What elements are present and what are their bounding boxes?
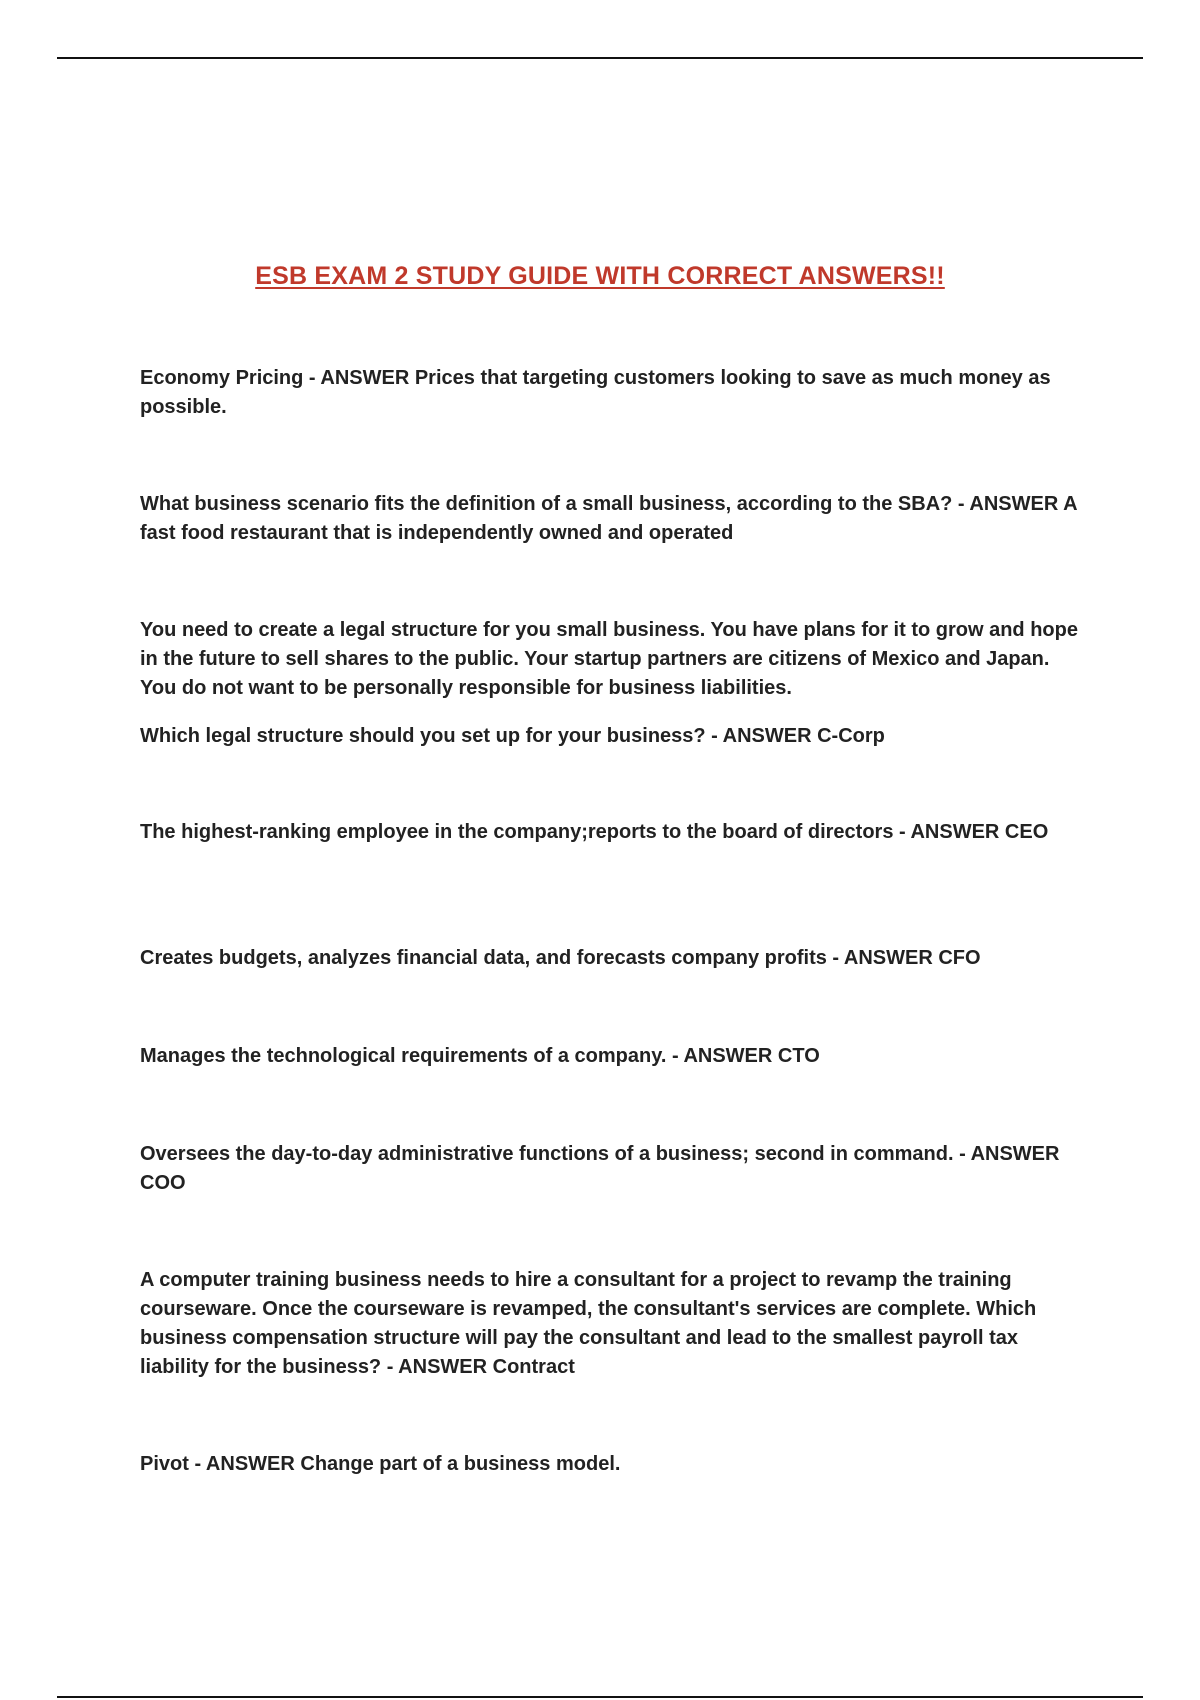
qa-entry-cto: Manages the technological requirements of a company. - ANSWER CTO — [140, 1045, 820, 1067]
qa-entry-contract: A computer training business needs to hire a consultant for a project to revamp the training courseware. Once the courseware is revamped, the consultant's services are complete. Which business compensation structure will pay the consultant and lead to the smallest payroll tax liability for the business? - ANSWER Contract — [140, 1269, 1037, 1378]
qa-entry-economy-pricing: Economy Pricing - ANSWER Prices that targeting customers looking to save as much money as possible. — [140, 367, 1051, 418]
qa-entry-ceo: The highest-ranking employee in the company;reports to the board of directors - ANSWER CEO — [140, 821, 1049, 843]
qa-entry-cfo: Creates budgets, analyzes financial data, and forecasts company profits - ANSWER CFO — [140, 947, 981, 969]
document-title: ESB EXAM 2 STUDY GUIDE WITH CORRECT ANSWERS!! — [255, 262, 945, 290]
qa-entry-small-business: What business scenario fits the definition of a small business, according to the SBA? - ANSWER A fast food restaurant that is independently owned and operated — [140, 493, 1077, 544]
top-rule — [57, 57, 1143, 59]
bottom-rule — [57, 1696, 1143, 1698]
qa-entry-pivot: Pivot - ANSWER Change part of a business model. — [140, 1453, 621, 1475]
qa-entry-legal-structure-scenario: You need to create a legal structure for you small business. You have plans for it to grow and hope in the future to sell shares to the public. Your startup partners are citizens of Mexico and Japan. You do not want to be personally responsible for business liabilities. — [140, 619, 1078, 699]
qa-entry-coo: Oversees the day-to-day administrative functions of a business; second in command. - ANSWER COO — [140, 1143, 1060, 1194]
qa-entry-legal-structure-answer: Which legal structure should you set up for your business? - ANSWER C-Corp — [140, 725, 885, 747]
